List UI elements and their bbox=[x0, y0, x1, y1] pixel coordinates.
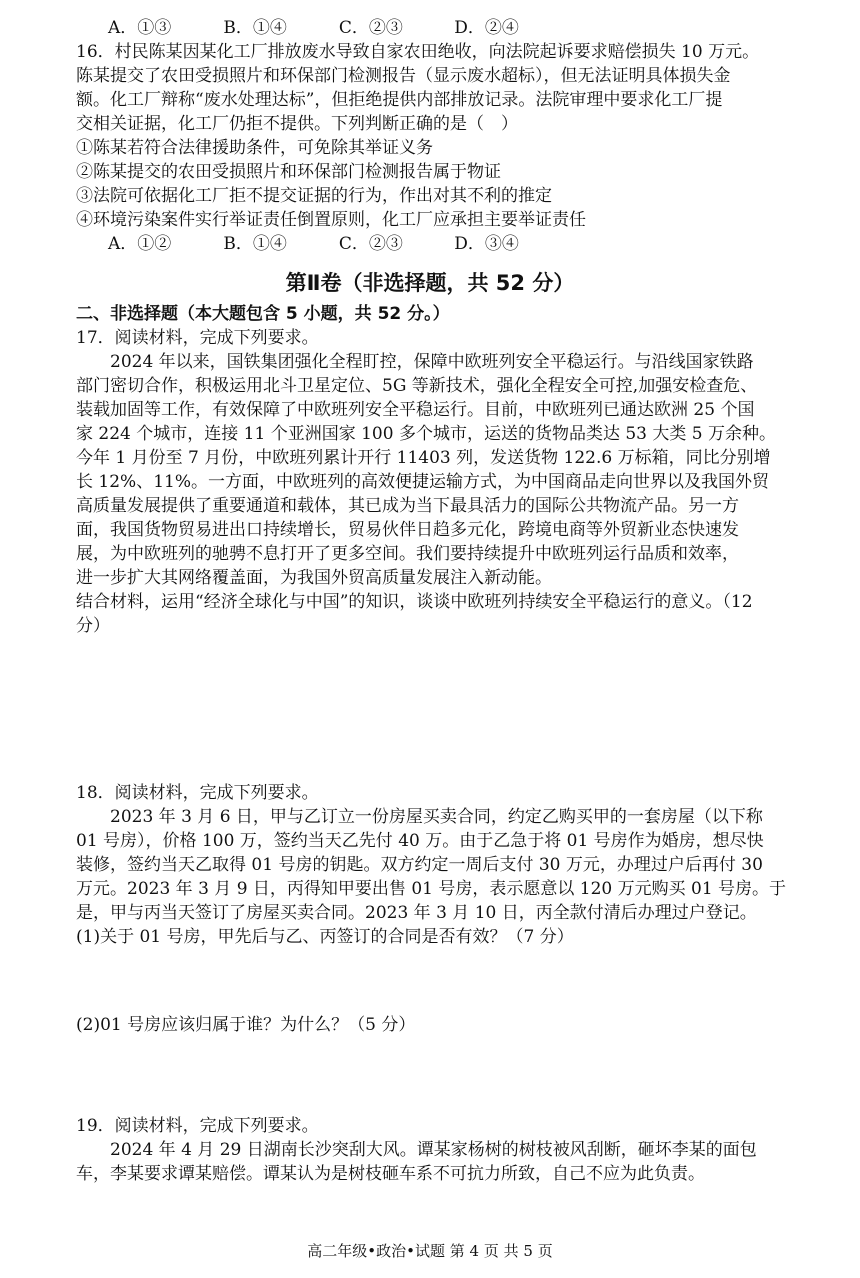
q17-line: 部门密切合作，积极运用北斗卫星定位、5G 等新技术，强化全程安全可控,加强安检查危、 bbox=[76, 376, 758, 396]
q18-line: 万元。2023 年 3 月 9 日，丙得知甲要出售 01 号房，表示愿意以 120 万元购买 01 号房。于 bbox=[76, 879, 787, 899]
q17-line: 面，我国货物贸易进出口持续增长，贸易伙伴日趋多元化，跨境电商等外贸新业态快速发 bbox=[76, 520, 739, 540]
q17-line: 进一步扩大其网络覆盖面，为我国外贸高质量发展注入新动能。 bbox=[76, 568, 552, 588]
q15-option-d: D．②④ bbox=[454, 18, 519, 38]
q17-line: 2024 年以来，国铁集团强化全程盯控，保障中欧班列安全平稳运行。与沿线国家铁路 bbox=[76, 352, 754, 372]
q16-statement: ④环境污染案件实行举证责任倒置原则，化工厂应承担主要举证责任 bbox=[76, 210, 586, 230]
page-footer: 高二年级•政治•试题 第 4 页 共 5 页 bbox=[307, 1242, 553, 1260]
q16-option-b: B．①④ bbox=[223, 234, 287, 254]
q18-line: 装修，签约当天乙取得 01 号房的钥匙。双方约定一周后支付 30 万元，办理过户后再付 30 bbox=[76, 855, 763, 875]
q15-option-c: C．②③ bbox=[338, 18, 403, 38]
part-2-heading: 二、非选择题（本大题包含 5 小题，共 52 分。） bbox=[76, 304, 450, 324]
q17-line: 高质量发展提供了重要通道和载体，其已成为当下最具活力的国际公共物流产品。另一方 bbox=[76, 496, 739, 516]
q17-line: 家 224 个城市，连接 11 个亚洲国家 100 多个城市，运送的货物品类达 53 大类 5 万余种。 bbox=[76, 424, 777, 444]
q15-options bbox=[108, 17, 519, 41]
q17-line: 展，为中欧班列的驰骋不息打开了更多空间。我们要持续提升中欧班列运行品质和效率， bbox=[76, 544, 739, 564]
q18-sub-question-1: (1)关于 01 号房，甲先后与乙、丙签订的合同是否有效？（7 分） bbox=[76, 927, 574, 947]
q17-task: 结合材料，运用“经济全球化与中国”的知识，谈谈中欧班列持续安全平稳运行的意义。（12 bbox=[76, 592, 753, 612]
q18-line: 01 号房），价格 100 万，签约当天乙先付 40 万。由于乙急于将 01 号房作为婚房，想尽快 bbox=[76, 831, 764, 851]
q15-option-b: B．①④ bbox=[223, 18, 287, 38]
q18-line: 2023 年 3 月 6 日，甲与乙订立一份房屋买卖合同，约定乙购买甲的一套房屋（以下称 bbox=[76, 807, 763, 827]
q19-line: 2024 年 4 月 29 日湖南长沙突刮大风。谭某家杨树的树枝被风刮断，砸坏李某的面包 bbox=[76, 1140, 757, 1160]
q18-sub-question-2: (2)01 号房应该归属于谁？为什么？（5 分） bbox=[76, 1015, 416, 1035]
q16-statement: ②陈某提交的农田受损照片和环保部门检测报告属于物证 bbox=[76, 162, 501, 182]
q16-options bbox=[108, 233, 519, 257]
q16-option-d: D．③④ bbox=[454, 234, 519, 254]
q17-line: 今年 1 月份至 7 月份，中欧班列累计开行 11403 列，发送货物 122.6 万标箱，同比分别增 bbox=[76, 448, 771, 468]
q16-option-a: A．①② bbox=[108, 234, 172, 254]
q16-line: 交相关证据，化工厂仍拒不提供。下列判断正确的是（ ） bbox=[76, 114, 518, 134]
q16-line: 陈某提交了农田受损照片和环保部门检测报告（显示废水超标），但无法证明具体损失金 bbox=[76, 66, 731, 86]
q18-head: 18．阅读材料，完成下列要求。 bbox=[76, 783, 319, 803]
q15-option-a: A．①③ bbox=[108, 18, 172, 38]
q17-line: 长 12%、11%。一方面，中欧班列的高效便捷运输方式，为中国商品走向世界以及我国外贸 bbox=[76, 472, 769, 492]
part-2-title: 第Ⅱ卷（非选择题，共 52 分） bbox=[285, 271, 575, 295]
q16-line: 16．村民陈某因某化工厂排放废水导致自家农田绝收，向法院起诉要求赔偿损失 10 万元。 bbox=[76, 42, 760, 62]
q17-line: 装载加固等工作，有效保障了中欧班列安全平稳运行。目前，中欧班列已通达欧洲 25 个国 bbox=[76, 400, 755, 420]
q16-statement: ①陈某若符合法律援助条件，可免除其举证义务 bbox=[76, 138, 433, 158]
q18-line: 是，甲与丙当天签订了房屋买卖合同。2023 年 3 月 10 日，丙全款付清后办理过户登记。 bbox=[76, 903, 757, 923]
q16-option-c: C．②③ bbox=[338, 234, 403, 254]
q19-line: 车，李某要求谭某赔偿。谭某认为是树枝砸车系不可抗力所致，自己不应为此负责。 bbox=[76, 1164, 705, 1184]
q17-head: 17．阅读材料，完成下列要求。 bbox=[76, 328, 319, 348]
q16-line: 额。化工厂辩称“废水处理达标”，但拒绝提供内部排放记录。法院审理中要求化工厂提 bbox=[76, 90, 723, 110]
q17-task: 分） bbox=[76, 616, 110, 636]
q16-statement: ③法院可依据化工厂拒不提交证据的行为，作出对其不利的推定 bbox=[76, 186, 552, 206]
q19-head: 19．阅读材料，完成下列要求。 bbox=[76, 1116, 319, 1136]
